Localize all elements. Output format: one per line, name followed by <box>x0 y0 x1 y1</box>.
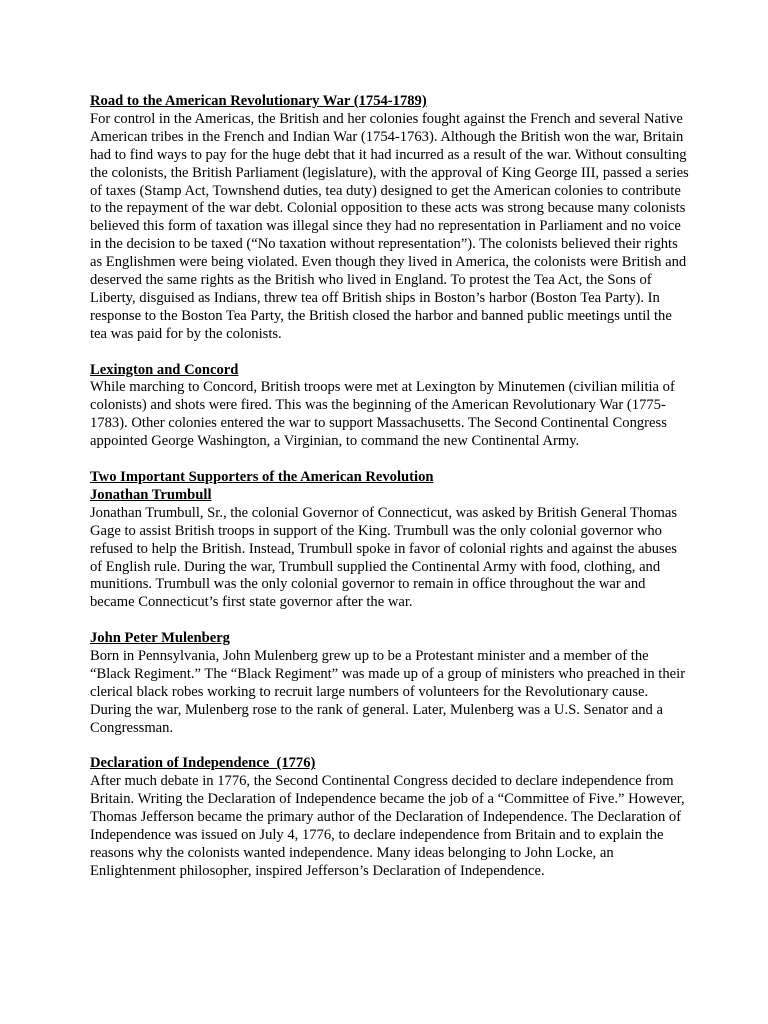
section-mulenberg <box>90 630 690 737</box>
document-page <box>90 93 690 899</box>
section-body: Born in Pennsylvania, John Mulenberg grew up to be a Protestant minister and a member of the “Black Regiment.” The “Black Regiment” was made up of a group of ministers who preached in their clerical black robes working to recruit large numbers of volunteers for the Revolutionary cause. During the war, Mulenberg rose to the rank of general. Later, Mulenberg was a U.S. Senator and a Congressman. <box>90 648 686 736</box>
section-road-to-war <box>90 93 690 344</box>
section-declaration <box>90 755 690 880</box>
section-heading: Declaration of Independence (1776) <box>90 755 316 772</box>
section-body: After much debate in 1776, the Second Continental Congress decided to declare independence from Britain. Writing the Declaration of Independence became the job of a “Committee of Five.” However, Thomas Jefferson became the primary author of the Declaration of Independence. The Declaration of Independence was issued on July 4, 1776, to declare independence from Britain and to explain the reasons why the colonists wanted independence. Many ideas belonging to John Locke, an Enlightenment philosopher, inspired Jefferson’s Declaration of Independence. <box>90 773 685 879</box>
section-supporters <box>90 469 690 612</box>
section-heading: Two Important Supporters of the American Revolution <box>90 469 434 485</box>
section-heading: John Peter Mulenberg <box>90 630 230 647</box>
section-body: While marching to Concord, British troops were met at Lexington by Minutemen (civilian militia of colonists) and shots were fired. This was the beginning of the American Revolutionary War (1775-1783). Other colonies entered the war to support Massachusetts. The Second Continental Congress appointed George Washington, a Virginian, to command the new Continental Army. <box>90 379 675 450</box>
section-heading: Lexington and Concord <box>90 361 239 378</box>
section-lexington-concord <box>90 362 690 452</box>
section-body: Jonathan Trumbull, Sr., the colonial Governor of Connecticut, was asked by British General Thomas Gage to assist British troops in support of the King. Trumbull was the only colonial governor who refused to help the British. Instead, Trumbull spoke in favor of colonial rights and against the abuses of English rule. During the war, Trumbull supplied the Continental Army with food, clothing, and munitions. Trumbull was the only colonial governor to remain in office throughout the war and became Connecticut’s first state governor after the war. <box>90 504 678 611</box>
section-subheading: Jonathan Trumbull <box>90 486 212 503</box>
section-heading: Road to the American Revolutionary War (1754-1789) <box>90 93 427 109</box>
section-body: For control in the Americas, the British and her colonies fought against the French and several Native American tribes in the French and Indian War (1754-1763). Although the British won the war, Britain had to find ways to pay for the huge debt that it had incurred as a result of the war. Without consulting the colonists, the British Parliament (legislature), with the approval of King George III, passed a series of taxes (Stamp Act, Townshend duties, tea duty) designed to get the American colonies to contribute to the repayment of the war debt. Colonial opposition to these acts was strong because many colonists believed this form of taxation was illegal since they had no representation in Parliament and no voice in the decision to be taxed (“No taxation without representation”). The colonists believed their rights as Englishmen were being violated. Even though they lived in America, the colonists were British and deserved the same rights as the British who lived in England. To protest the Tea Act, the Sons of Liberty, disguised as Indians, threw tea off British ships in Boston’s harbor (Boston Tea Party). In response to the Boston Tea Party, the British closed the harbor and banned public meetings until the tea was paid for by the colonists. <box>90 110 689 342</box>
